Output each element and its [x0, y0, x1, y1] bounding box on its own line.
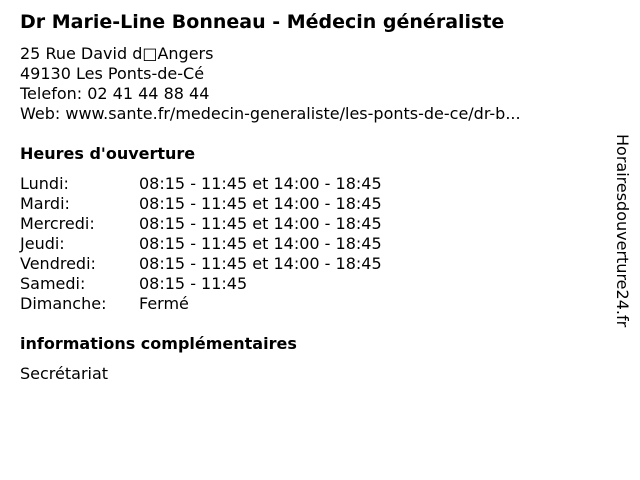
- hours-day: Mercredi:: [20, 214, 95, 233]
- contact-block: [20, 44, 521, 124]
- hours-time: 08:15 - 11:45 et 14:00 - 18:45: [139, 234, 382, 253]
- hours-time: 08:15 - 11:45 et 14:00 - 18:45: [139, 174, 382, 193]
- hours-day: Vendredi:: [20, 254, 96, 273]
- address-street: 25 Rue David d□Angers: [20, 44, 214, 63]
- hours-day: Lundi:: [20, 174, 69, 193]
- hours-time: 08:15 - 11:45: [139, 274, 248, 293]
- website-link: Web: www.sante.fr/medecin-generaliste/les-ponts-de-ce/dr-b...: [20, 104, 521, 123]
- hours-time: Fermé: [139, 294, 189, 313]
- phone-number: Telefon: 02 41 44 88 44: [20, 84, 210, 103]
- hours-time: 08:15 - 11:45 et 14:00 - 18:45: [139, 194, 382, 213]
- hours-time: 08:15 - 11:45 et 14:00 - 18:45: [139, 214, 382, 233]
- additional-info-text: Secrétariat: [20, 364, 109, 383]
- hours-day: Jeudi:: [20, 234, 65, 253]
- additional-info-heading: informations complémentaires: [20, 334, 297, 353]
- hours-day: Dimanche:: [20, 294, 107, 313]
- address-city: 49130 Les Ponts-de-Cé: [20, 64, 205, 83]
- hours-day: Samedi:: [20, 274, 86, 293]
- site-watermark: Horairesdouverture24.fr: [613, 134, 632, 328]
- opening-hours-heading: Heures d'ouverture: [20, 144, 196, 163]
- page-title: Dr Marie-Line Bonneau - Médecin généraliste: [20, 11, 505, 33]
- hours-time: 08:15 - 11:45 et 14:00 - 18:45: [139, 254, 382, 273]
- hours-day: Mardi:: [20, 194, 70, 213]
